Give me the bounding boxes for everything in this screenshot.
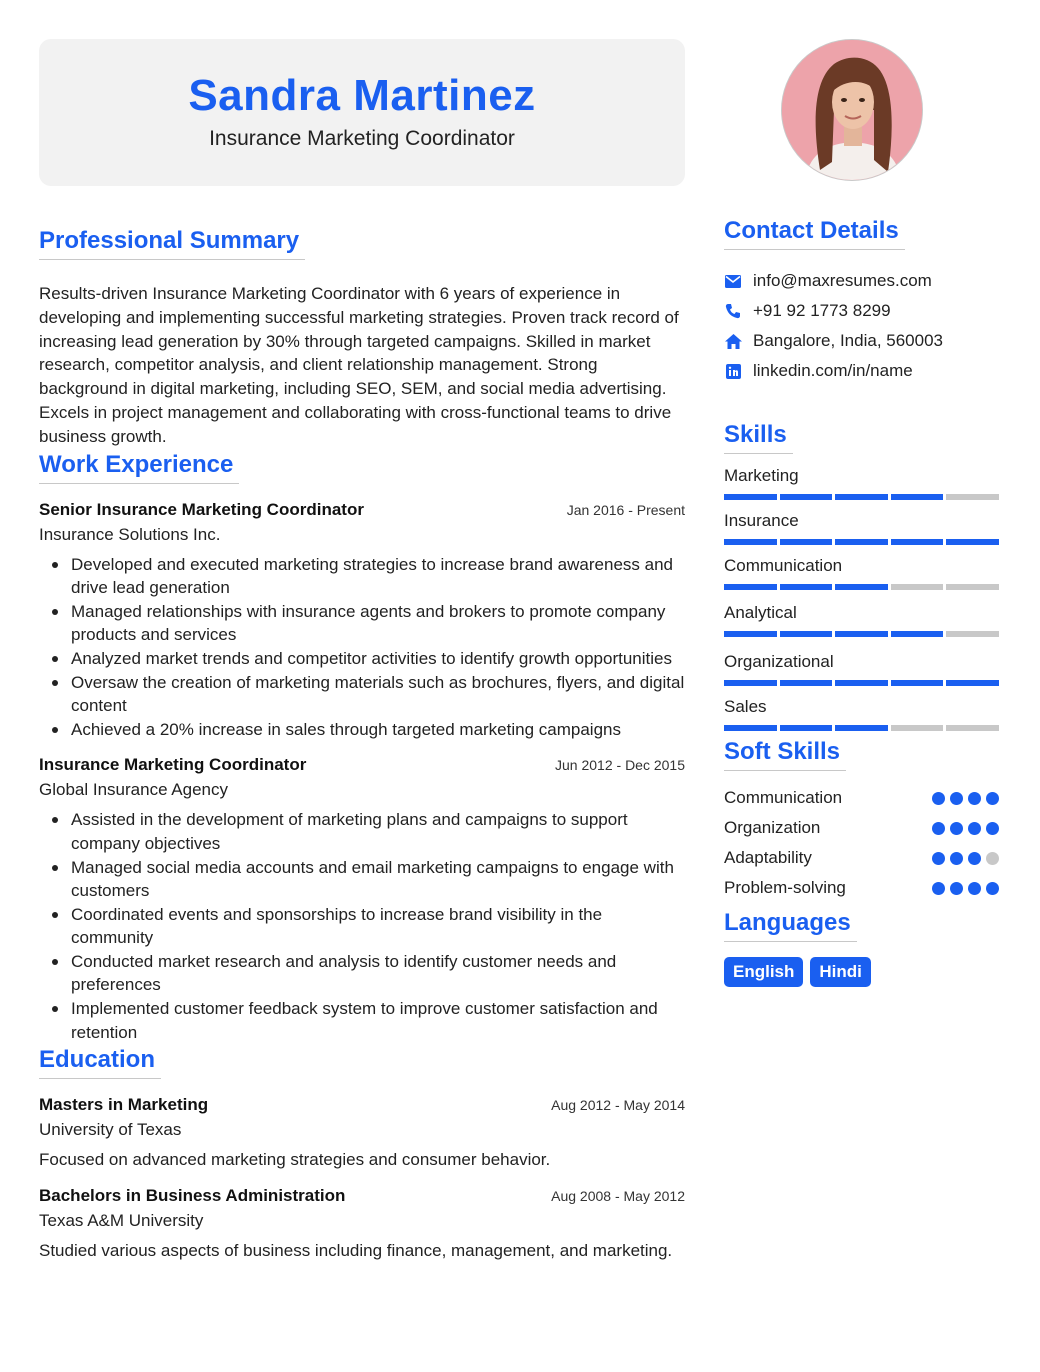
- languages-heading: Languages: [724, 909, 857, 942]
- skill-level-segment: [724, 680, 777, 686]
- soft-skills-heading: Soft Skills: [724, 738, 846, 771]
- rating-dot: [932, 852, 945, 865]
- rating-dot: [986, 852, 999, 865]
- soft-skill-label: Organization: [724, 818, 821, 837]
- contact-email[interactable]: [724, 266, 1004, 296]
- education-description: Studied various aspects of business including finance, management, and marketing.: [39, 1241, 673, 1261]
- skill-level-segment: [835, 680, 888, 686]
- education-date: Aug 2008 - May 2012: [551, 1188, 685, 1205]
- rating-dot: [932, 822, 945, 835]
- contact-address: [724, 326, 1004, 356]
- skill-level-segment: [835, 725, 888, 731]
- rating-dot: [932, 882, 945, 895]
- job-entry: [39, 500, 685, 742]
- contact-linkedin[interactable]: [724, 356, 1004, 386]
- skill-level-segment: [835, 631, 888, 637]
- home-icon: [724, 332, 742, 350]
- skill-level-segment: [835, 539, 888, 545]
- summary-text: Results-driven Insurance Marketing Coordinator with 6 years of experience in developing and implementing successful marketing strategies. Proven track record of increasing lead generation by 30% through targeted campaigns. Skilled in market research, competitor analysis, and client relationship management. Strong background in digital marketing, including SEO, SEM, and social media advertising. Excels in project management and collaborating with cross-functional teams to drive business growth.: [39, 284, 679, 446]
- experience-section: [39, 451, 685, 1045]
- skills-list: [724, 465, 1004, 731]
- summary-section: [39, 227, 685, 449]
- list-item: Oversaw the creation of marketing materials such as brochures, flyers, and digital content: [39, 671, 685, 718]
- skill-label: Organizational: [724, 652, 834, 671]
- list-item: Analyzed market trends and competitor activities to identify growth opportunities: [39, 647, 685, 671]
- soft-skill-item: [724, 783, 1004, 813]
- contact-heading: Contact Details: [724, 217, 905, 250]
- skill-level-bar: [724, 539, 999, 545]
- job-title: Senior Insurance Marketing Coordinator: [39, 499, 364, 519]
- list-item: Coordinated events and sponsorships to increase brand visibility in the community: [39, 903, 685, 950]
- rating-dot: [950, 822, 963, 835]
- soft-skill-label: Communication: [724, 788, 843, 807]
- job-company: Insurance Solutions Inc.: [39, 524, 221, 544]
- skill-label: Communication: [724, 556, 843, 575]
- envelope-icon: [724, 272, 742, 290]
- soft-skill-item: [724, 813, 1004, 843]
- skills-heading: Skills: [724, 421, 793, 454]
- language-badge: English: [724, 957, 803, 987]
- skill-item: [724, 602, 1004, 637]
- degree-title: Masters in Marketing: [39, 1095, 209, 1115]
- soft-skill-rating: [932, 882, 1004, 895]
- languages-section: [724, 909, 1004, 987]
- rating-dot: [968, 852, 981, 865]
- soft-skills-section: [724, 738, 1004, 903]
- education-section: [39, 1046, 685, 1263]
- sidebar: [724, 39, 1004, 987]
- contact-section: [724, 217, 1004, 386]
- skill-level-segment: [724, 725, 777, 731]
- linkedin-icon: [724, 362, 742, 380]
- skill-label: Sales: [724, 697, 767, 716]
- skill-level-segment: [946, 680, 999, 686]
- skill-level-segment: [891, 494, 944, 500]
- skills-section: [724, 421, 1004, 731]
- skill-item: [724, 651, 1004, 686]
- skill-level-bar: [724, 631, 999, 637]
- rating-dot: [932, 792, 945, 805]
- skill-level-segment: [780, 584, 833, 590]
- degree-title: Bachelors in Business Administration: [39, 1186, 346, 1206]
- contact-phone[interactable]: [724, 296, 1004, 326]
- education-date: Aug 2012 - May 2014: [551, 1097, 685, 1114]
- skill-level-bar: [724, 680, 999, 686]
- language-badge: Hindi: [810, 957, 871, 987]
- rating-dot: [968, 792, 981, 805]
- skill-level-segment: [780, 725, 833, 731]
- skill-level-segment: [835, 584, 888, 590]
- languages-list: [724, 957, 1004, 987]
- skill-level-segment: [891, 631, 944, 637]
- skill-level-segment: [724, 494, 777, 500]
- rating-dot: [968, 882, 981, 895]
- soft-skill-label: Problem-solving: [724, 878, 846, 897]
- skill-item: [724, 465, 1004, 500]
- rating-dot: [950, 852, 963, 865]
- job-date: Jun 2012 - Dec 2015: [555, 757, 685, 774]
- skill-level-segment: [946, 584, 999, 590]
- skill-level-segment: [780, 494, 833, 500]
- skill-label: Marketing: [724, 466, 799, 485]
- soft-skill-rating: [932, 822, 1004, 835]
- soft-skill-rating: [932, 792, 1004, 805]
- job-company: Global Insurance Agency: [39, 780, 229, 800]
- skill-level-bar: [724, 725, 999, 731]
- skill-item: [724, 696, 1004, 731]
- skill-level-segment: [891, 680, 944, 686]
- education-description: Focused on advanced marketing strategies and consumer behavior.: [39, 1150, 551, 1170]
- skill-level-bar: [724, 494, 999, 500]
- phone-text: +91 92 1773 8299: [753, 301, 891, 320]
- address-text: Bangalore, India, 560003: [753, 331, 943, 350]
- resume-header: [39, 39, 685, 186]
- soft-skill-label: Adaptability: [724, 848, 812, 867]
- list-item: Developed and executed marketing strategies to increase brand awareness and drive lead generation: [39, 553, 685, 600]
- job-title: Insurance Marketing Coordinator: [39, 755, 307, 775]
- list-item: Implemented customer feedback system to improve customer satisfaction and retention: [39, 997, 685, 1044]
- list-item: Managed relationships with insurance agents and brokers to promote company products and services: [39, 600, 685, 647]
- school-name: Texas A&M University: [39, 1211, 204, 1231]
- portrait-image: [782, 40, 923, 181]
- skill-level-segment: [946, 494, 999, 500]
- contact-list: [724, 266, 1004, 386]
- soft-skill-item: [724, 873, 1004, 903]
- skill-level-segment: [780, 631, 833, 637]
- skill-level-segment: [724, 584, 777, 590]
- education-entry: [39, 1095, 685, 1172]
- skill-level-segment: [780, 539, 833, 545]
- job-entry: [39, 755, 685, 1044]
- skill-level-segment: [835, 494, 888, 500]
- skill-level-bar: [724, 584, 999, 590]
- skill-level-segment: [946, 539, 999, 545]
- school-name: University of Texas: [39, 1120, 182, 1140]
- main-column: [39, 39, 685, 1263]
- soft-skill-rating: [932, 852, 1004, 865]
- soft-skill-item: [724, 843, 1004, 873]
- list-item: Conducted market research and analysis to identify customer needs and preferences: [39, 950, 685, 997]
- rating-dot: [986, 822, 999, 835]
- skill-level-segment: [946, 631, 999, 637]
- skill-label: Insurance: [724, 511, 799, 530]
- skill-level-segment: [891, 539, 944, 545]
- list-item: Managed social media accounts and email marketing campaigns to engage with customers: [39, 856, 685, 903]
- experience-heading: Work Experience: [39, 451, 239, 484]
- skill-level-segment: [724, 631, 777, 637]
- skill-item: [724, 510, 1004, 545]
- soft-skills-list: [724, 783, 1004, 903]
- rating-dot: [986, 792, 999, 805]
- skill-level-segment: [724, 539, 777, 545]
- skill-level-segment: [891, 584, 944, 590]
- list-item: Achieved a 20% increase in sales through targeted marketing campaigns: [39, 718, 685, 742]
- rating-dot: [950, 882, 963, 895]
- education-heading: Education: [39, 1046, 161, 1079]
- list-item: Assisted in the development of marketing plans and campaigns to support company objectives: [39, 808, 685, 855]
- candidate-title: Insurance Marketing Coordinator: [209, 127, 515, 150]
- rating-dot: [986, 882, 999, 895]
- job-bullets: [39, 808, 685, 1044]
- rating-dot: [950, 792, 963, 805]
- summary-heading: Professional Summary: [39, 227, 305, 260]
- skill-level-segment: [891, 725, 944, 731]
- profile-photo: [781, 39, 923, 181]
- linkedin-text: linkedin.com/in/name: [753, 361, 913, 380]
- skill-item: [724, 555, 1004, 590]
- phone-icon: [724, 302, 742, 320]
- education-entry: [39, 1186, 685, 1263]
- skill-level-segment: [946, 725, 999, 731]
- email-text: info@maxresumes.com: [753, 271, 932, 290]
- skill-level-segment: [780, 680, 833, 686]
- job-date: Jan 2016 - Present: [566, 501, 685, 518]
- skill-label: Analytical: [724, 603, 797, 622]
- job-bullets: [39, 553, 685, 742]
- candidate-name: Sandra Martinez: [188, 71, 536, 120]
- rating-dot: [968, 822, 981, 835]
